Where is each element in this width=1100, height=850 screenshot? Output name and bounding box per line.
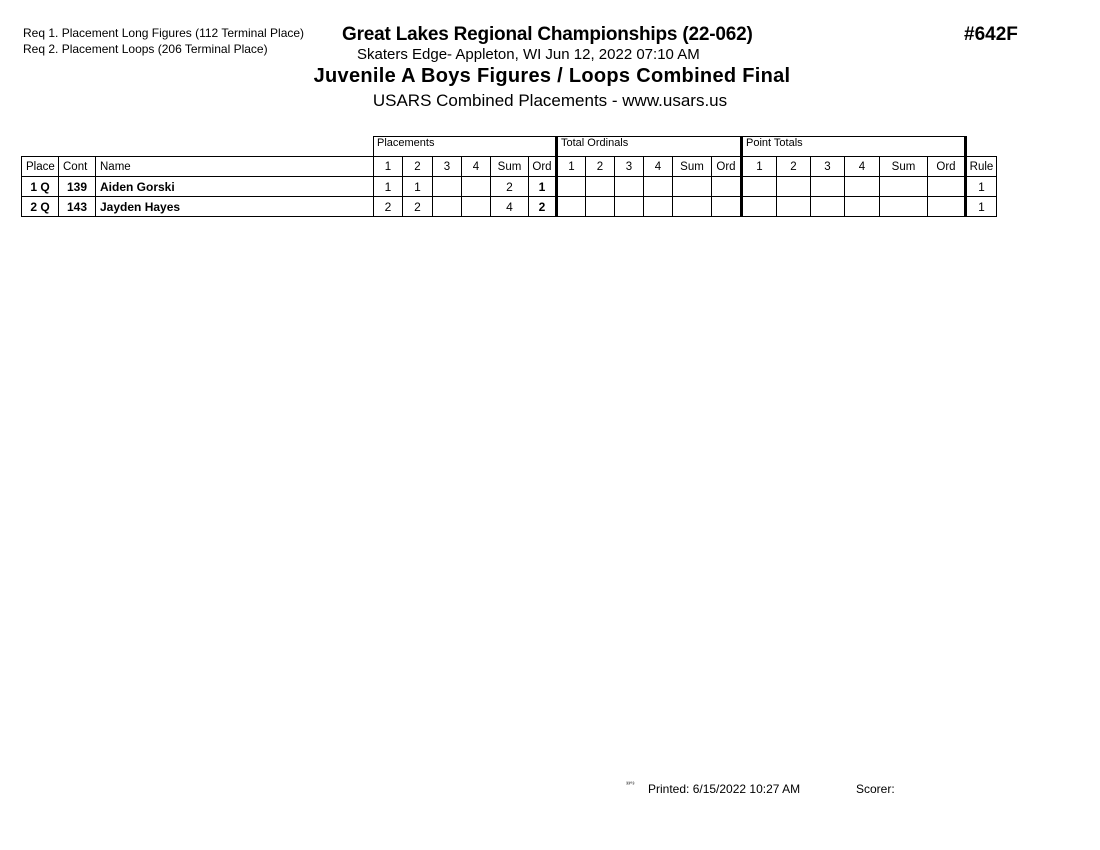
col-rule: Rule xyxy=(966,157,997,177)
col-point-totals-1: 1 xyxy=(742,157,777,177)
col-placements-6: Ord xyxy=(529,157,557,177)
total-ordinals-cell xyxy=(615,177,644,197)
col-point-totals-3: 3 xyxy=(811,157,845,177)
table-row xyxy=(22,177,997,197)
placements-cell xyxy=(433,197,462,217)
group-spacer xyxy=(22,137,374,157)
col-total-ordinals-4: 4 xyxy=(644,157,673,177)
group-placements: Placements xyxy=(374,137,557,157)
name-cell: Jayden Hayes xyxy=(96,197,374,217)
requirement-1: Req 1. Placement Long Figures (112 Terminal Place) xyxy=(23,26,305,40)
total-ordinals-cell xyxy=(644,197,673,217)
group-point-totals: Point Totals xyxy=(742,137,966,157)
requirement-2: Req 2. Placement Loops (206 Terminal Place) xyxy=(23,42,268,56)
col-placements-5: Sum xyxy=(491,157,529,177)
table-row xyxy=(22,197,997,217)
placements-cell: 4 xyxy=(491,197,529,217)
placements-cell: 2 xyxy=(529,197,557,217)
printed-timestamp: Printed: 6/15/2022 10:27 AM xyxy=(648,782,801,796)
col-total-ordinals-2: 2 xyxy=(586,157,615,177)
col-placements-3: 3 xyxy=(433,157,462,177)
placements-cell xyxy=(462,177,491,197)
col-point-totals-5: Sum xyxy=(880,157,928,177)
footer-code: ³³°³ xyxy=(626,782,635,788)
total-ordinals-cell xyxy=(615,197,644,217)
placements-cell: 2 xyxy=(491,177,529,197)
placements-cell: 2 xyxy=(374,197,403,217)
point-totals-cell xyxy=(811,197,845,217)
placements-cell: 2 xyxy=(403,197,433,217)
point-totals-cell xyxy=(742,177,777,197)
total-ordinals-cell xyxy=(673,197,712,217)
total-ordinals-cell xyxy=(673,177,712,197)
col-placements-4: 4 xyxy=(462,157,491,177)
total-ordinals-cell xyxy=(712,197,742,217)
placements-cell: 1 xyxy=(403,177,433,197)
group-spacer-rule xyxy=(966,137,997,157)
scorer-label: Scorer: xyxy=(856,782,895,796)
cont-cell: 139 xyxy=(59,177,96,197)
placements-cell xyxy=(433,177,462,197)
col-total-ordinals-5: Sum xyxy=(673,157,712,177)
total-ordinals-cell xyxy=(586,177,615,197)
col-total-ordinals-3: 3 xyxy=(615,157,644,177)
col-total-ordinals-6: Ord xyxy=(712,157,742,177)
results-table xyxy=(21,136,997,217)
point-totals-cell xyxy=(742,197,777,217)
col-place: Place xyxy=(22,157,59,177)
rule-cell: 1 xyxy=(966,197,997,217)
col-point-totals-2: 2 xyxy=(777,157,811,177)
place-cell: 2 Q xyxy=(22,197,59,217)
group-header-row xyxy=(22,137,997,157)
point-totals-cell xyxy=(928,177,966,197)
total-ordinals-cell xyxy=(586,197,615,217)
point-totals-cell xyxy=(880,177,928,197)
rule-cell: 1 xyxy=(966,177,997,197)
total-ordinals-cell xyxy=(712,177,742,197)
total-ordinals-cell xyxy=(557,197,586,217)
col-placements-2: 2 xyxy=(403,157,433,177)
total-ordinals-cell xyxy=(557,177,586,197)
col-placements-1: 1 xyxy=(374,157,403,177)
division-title xyxy=(0,65,1100,88)
point-totals-cell xyxy=(777,177,811,197)
col-cont: Cont xyxy=(59,157,96,177)
column-header-row xyxy=(22,157,997,177)
subtitle: USARS Combined Placements - www.usars.us xyxy=(372,91,728,110)
event-title: Great Lakes Regional Championships (22-062) xyxy=(342,24,753,45)
venue-line: Skaters Edge- Appleton, WI Jun 12, 2022 07:10 AM xyxy=(357,46,700,63)
point-totals-cell xyxy=(845,177,880,197)
division-text: Juvenile A Boys Figures / Loops Combined Final xyxy=(313,65,791,87)
point-totals-cell xyxy=(777,197,811,217)
point-totals-cell xyxy=(880,197,928,217)
place-cell: 1 Q xyxy=(22,177,59,197)
event-number: #642F xyxy=(964,24,1018,45)
total-ordinals-cell xyxy=(644,177,673,197)
placements-cell: 1 xyxy=(374,177,403,197)
col-name: Name xyxy=(96,157,374,177)
col-point-totals-6: Ord xyxy=(928,157,966,177)
placements-cell: 1 xyxy=(529,177,557,197)
point-totals-cell xyxy=(811,177,845,197)
col-point-totals-4: 4 xyxy=(845,157,880,177)
cont-cell: 143 xyxy=(59,197,96,217)
col-total-ordinals-1: 1 xyxy=(557,157,586,177)
name-cell: Aiden Gorski xyxy=(96,177,374,197)
point-totals-cell xyxy=(845,197,880,217)
placements-cell xyxy=(462,197,491,217)
point-totals-cell xyxy=(928,197,966,217)
group-total-ordinals: Total Ordinals xyxy=(557,137,742,157)
